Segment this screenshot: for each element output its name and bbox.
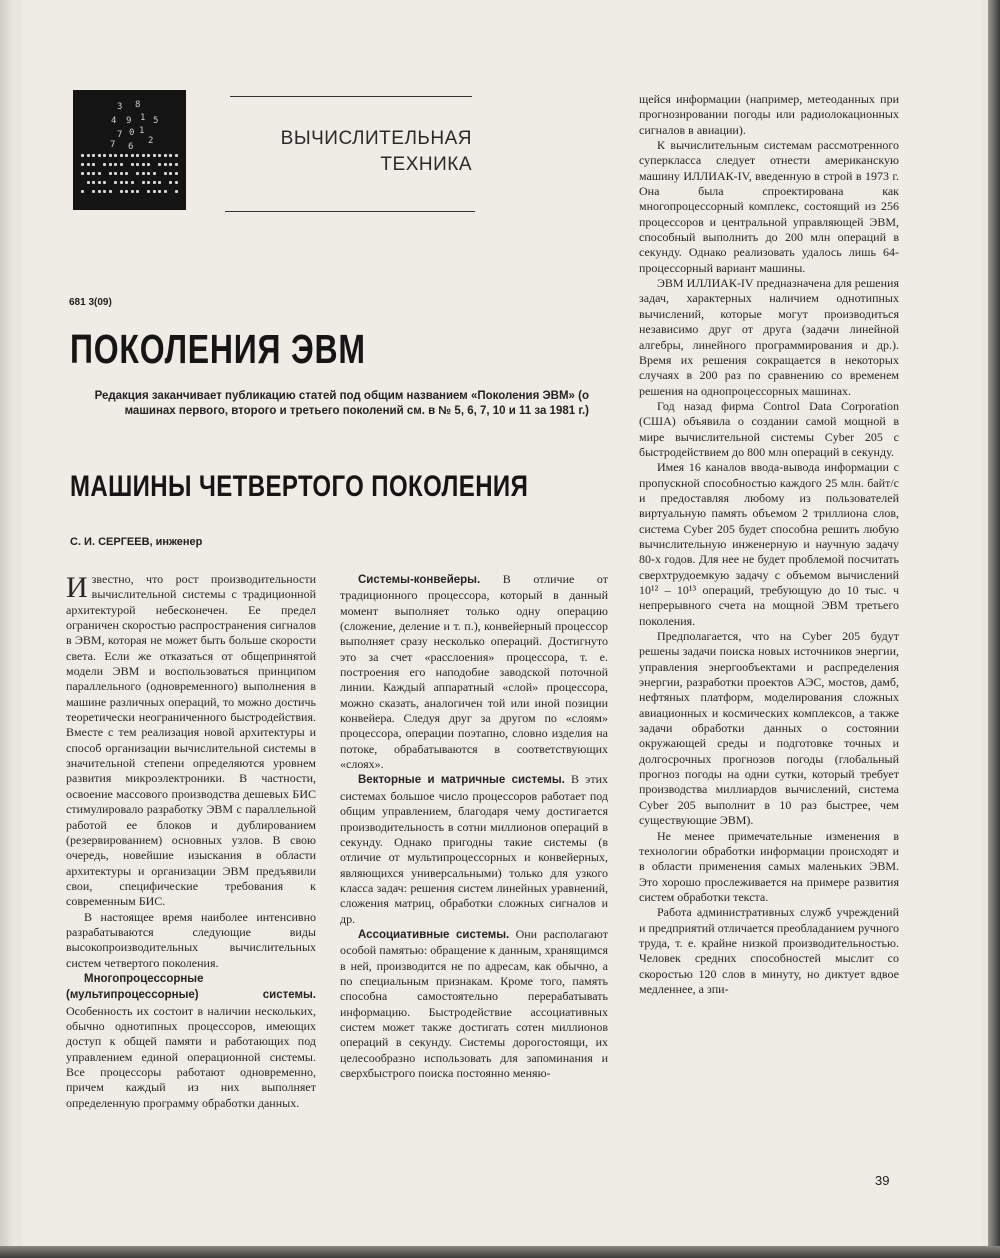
- text-column-3: [639, 92, 899, 997]
- logo-dot: [87, 181, 90, 184]
- section-title-line: ВЫЧИСЛИТЕЛЬНАЯ: [280, 128, 472, 149]
- logo-dot: [136, 154, 139, 157]
- logo-dot: [81, 163, 84, 166]
- paragraph: Имея 16 каналов ввода-вывода информации с пропускной способностью каждого 25 млн. байт/с и предоставляя любому из пользователей виртуальную память объемом 2 триллиона слов, система Cyber 205 будет способна решить любую вычислительную инженерную и научную задачу 80-х годов. Для нее не будет проблемой посчитать сверхтрудоемкую задачу с объемом вычислений 10¹² – 10¹³ операций, требующую до 10 тыс. ч непрерывного счета на мощной ЭВМ третьего поколения.: [639, 460, 899, 628]
- paragraph: Не менее примечательные изменения в технологии обработки информации происходят и в области применения самых маленьких ЭВМ. Это хорошо прослеживается на примере развития систем обработки текста.: [639, 828, 899, 904]
- logo-dot: [175, 181, 178, 184]
- udc-code: 681 3(09): [69, 297, 112, 308]
- logo-dot: [114, 154, 117, 157]
- logo-dot: [92, 163, 95, 166]
- logo-dot: [169, 181, 172, 184]
- subheading: Многопроцессорные (мультипроцессорные) системы.: [66, 972, 316, 1002]
- paragraph-text: Они располагают особой памятью: обращение к данным, хранящимся в ней, производится не по адресам, как обычно, а по специальным признакам. Кроме того, память способна самостоятельно перерабатывать информацию. Быстродействие ассоциативных систем может также достигать сотен миллионов операций в секунду. Системы дорогостоящи, их целесообразно использовать для запоминания и сверхбыстрого поиска постоянно меняю-: [340, 926, 608, 1080]
- logo-dot: [131, 190, 134, 193]
- logo-dot: [81, 190, 84, 193]
- logo-dot: [175, 154, 178, 157]
- page-left-shadow: [0, 0, 14, 1258]
- logo-dot: [92, 190, 95, 193]
- logo-dot: [175, 190, 178, 193]
- logo-dot: [103, 181, 106, 184]
- section-title: [262, 126, 472, 178]
- logo-dot: [120, 181, 123, 184]
- logo-dot: [142, 172, 145, 175]
- page-number: 39: [875, 1173, 890, 1188]
- logo-dot: [153, 190, 156, 193]
- logo-dot: [142, 154, 145, 157]
- header-rule-top: [230, 96, 472, 97]
- subheading: Векторные и матричные системы.: [358, 774, 565, 787]
- page-bottom-shadow: [0, 1246, 1000, 1258]
- logo-digit: 4: [111, 116, 117, 126]
- logo-dot-matrix: [81, 154, 181, 200]
- logo-dot: [114, 163, 117, 166]
- author-byline: С. И. СЕРГЕЕВ, инженер: [70, 536, 203, 548]
- logo-digit: 7: [110, 140, 116, 150]
- logo-dot: [81, 154, 84, 157]
- logo-dot: [147, 190, 150, 193]
- logo-dot: [147, 154, 150, 157]
- logo-dot: [114, 172, 117, 175]
- logo-dot: [120, 190, 123, 193]
- logo-dot: [169, 172, 172, 175]
- paragraph-text: В отличие от традиционного процессора, который в данный момент выполняет только одну операцию (сложение, деление и т. п.), конвейерный процессор выполняет сразу несколько операций. Достигнуто это за счет «расслоения» процессора, т. е. построения его наподобие заводской поточной линии. Каждый аппаратный «слой» процессора, можно сказать, аналогичен той или иной позиции конвейера. Следуя друг за другом по «слоям» процессора, операции поэтапно, словно изделия на потоке, обрабатываются в соответствующих «слоях».: [340, 572, 608, 772]
- logo-dot: [169, 154, 172, 157]
- logo-dot: [153, 172, 156, 175]
- logo-dot: [98, 154, 101, 157]
- logo-digit: 2: [148, 136, 154, 146]
- logo-dot: [158, 154, 161, 157]
- logo-dot: [158, 163, 161, 166]
- paragraph: Работа административных служб учреждений и предприятий отличается преобладанием ручного труда, т. е. крайне низкой производительностью. Человек средних способностей мыслит со скоростью 120 слов в минуту, но диктует вдвое медленнее, а зпи-: [639, 905, 899, 996]
- logo-dot: [98, 172, 101, 175]
- page-right-shadow: [988, 0, 1000, 1258]
- logo-dot: [109, 163, 112, 166]
- logo-dot: [120, 163, 123, 166]
- logo-dot: [120, 172, 123, 175]
- logo-dot: [164, 172, 167, 175]
- logo-dot: [153, 154, 156, 157]
- paragraph: Год назад фирма Control Data Corporation (США) объявила о создании самой мощной в мире вычислительной системы Cyber 205 с быстродействием до 800 млн операций в секунду.: [639, 398, 899, 459]
- logo-dot: [136, 172, 139, 175]
- logo-dot: [142, 163, 145, 166]
- logo-dot: [131, 163, 134, 166]
- logo-dot: [103, 154, 106, 157]
- drop-cap: И: [66, 571, 88, 604]
- logo-dot: [125, 172, 128, 175]
- logo-dot: [114, 181, 117, 184]
- paragraph-text: В этих системах большое число процессоров работает под общим управлением, благодаря чему достигается производительность в сотни миллионов операций в секунду. Однако пригодны такие системы (в отличие от мультипроцессорных и конвейерных, являющихся универсальными) только для узкого класса задач: решения систем линейных уравнений, сложения матриц, обработки сложных сигналов и др.: [340, 772, 608, 926]
- logo-dot: [147, 181, 150, 184]
- article-subtitle: МАШИНЫ ЧЕТВЕРТОГО ПОКОЛЕНИЯ: [70, 470, 529, 503]
- logo-dot: [147, 172, 150, 175]
- logo-dot: [103, 190, 106, 193]
- logo-dot: [109, 154, 112, 157]
- paragraph: [340, 927, 608, 1081]
- subheading: Ассоциативные системы.: [358, 928, 510, 941]
- subheading: Системы-конвейеры.: [358, 574, 481, 586]
- paragraph: К вычислительным системам рассмотренного суперкласса следует отнести американскую машину ИЛЛИАК-IV, введенную в строй в 1973 г. Она была спроектирована как многопроцессорный комплекс, состоящий из 256 процессоров и центральной управляющей ЭВМ, способный выполнить до 200 млн операций в секунду. Однако реализовать удалось лишь 64-процессорный вариант машины.: [639, 138, 899, 275]
- logo-dot: [98, 190, 101, 193]
- editorial-lead: Редакция заканчивает публикацию статей под общим названием «Поколения ЭВМ» (о машинах первого, второго и третьего поколений см. в № 5, 6, 7, 10 и 11 за 1981 г.): [94, 390, 589, 417]
- logo-digit: 9: [126, 116, 132, 126]
- article-title: ПОКОЛЕНИЯ ЭВМ: [70, 326, 366, 372]
- logo-dot: [87, 154, 90, 157]
- logo-dot: [109, 190, 112, 193]
- logo-dot: [131, 181, 134, 184]
- logo-dot: [164, 163, 167, 166]
- logo-dot: [87, 172, 90, 175]
- logo-dot: [131, 154, 134, 157]
- paragraph-text: Особенность их состоит в наличии нескольких, обычно однотипных процессоров, имеющих доступ к общей памяти и работающих под управлением единой операционной системы. Все процессоры работают одновременно, причем каждый из них выполняет определенную программу обработки данных.: [66, 1003, 316, 1110]
- paragraph: [340, 772, 608, 926]
- logo-digit: 0: [129, 128, 135, 138]
- logo-digit: 7: [117, 130, 123, 140]
- logo-dot: [92, 181, 95, 184]
- paragraph: [66, 572, 316, 910]
- logo-dot: [169, 163, 172, 166]
- logo-dot: [147, 163, 150, 166]
- logo-dot: [98, 181, 101, 184]
- logo-dot: [136, 163, 139, 166]
- logo-dot: [92, 172, 95, 175]
- logo-dot: [125, 154, 128, 157]
- logo-dot: [158, 181, 161, 184]
- logo-digit: 8: [135, 100, 141, 110]
- logo-digit: 6: [128, 142, 134, 152]
- logo-digit: 1: [140, 113, 146, 123]
- logo-dot: [136, 190, 139, 193]
- logo-dot: [175, 172, 178, 175]
- logo-dot: [87, 163, 90, 166]
- header-rule-bottom: [225, 211, 475, 212]
- paragraph: В настоящее время наиболее интенсивно разрабатываются следующие виды высокопроизводительных вычислительных систем четвертого поколения.: [66, 909, 316, 970]
- logo-digit: 1: [139, 126, 145, 136]
- logo-dot: [92, 154, 95, 157]
- logo-dot: [109, 172, 112, 175]
- logo-dot: [153, 181, 156, 184]
- paragraph: [340, 572, 608, 772]
- section-logo: [73, 90, 186, 210]
- logo-digit: 3: [117, 102, 123, 112]
- paragraph: Предполагается, что на Cyber 205 будут решены задачи поиска новых источников энергии, управления энергообъектами и распределения энергии, разработки проектов АЭС, мостов, дамб, нефтяных платформ, моделирования сложных авиационных и космических комплексов, а также задачи обработки данных о состоянии окружающей среды и подготовке точных и долгосрочных прогнозов погоды (глобальный прогноз погоды на одни сутки, который требует производства миллиардов вычислений, система Cyber 205 выполнит в 10 раз быстрее, чем существующие ЭВМ).: [639, 629, 899, 828]
- logo-dot: [164, 190, 167, 193]
- text-column-1: [66, 572, 316, 1111]
- logo-digit: 5: [153, 116, 159, 126]
- logo-dot: [125, 181, 128, 184]
- paragraph: [66, 971, 316, 1111]
- text-column-2: [340, 572, 608, 1081]
- paragraph: щейся информации (например, метеоданных при прогнозировании погоды или радиолокационных сигналов в авиации).: [639, 92, 899, 137]
- logo-dot: [175, 163, 178, 166]
- paragraph-text: звестно, что рост производительности вычислительной системы с традиционной архитектурой небесконечен. Ее предел ограничен скоростью распространения сигналов в ЭВМ, которая не может быть больше скорости света. Если же отказаться от общепринятой модели ЭВМ и воспользоваться принципом параллельного (одновременного) выполнения в машине различных операций, то можно достичь теоретически неограниченного быстродействия. Вместе с тем реализация новой архитектуры и способ организации вычислительной системы в значительной степени определяются уровнем развития микроэлектроники. В частности, освоение массового производства дешевых БИС стимулировало разработку ЭВМ с параллельной работой ее блоков и дублированием (резервированием) основных узлов. В свою очередь, новейшие изыскания в области архитектуры и организации ЭВМ предъявили свои, специфические требования к современным БИС.: [66, 572, 316, 909]
- paragraph: ЭВМ ИЛЛИАК-IV предназначена для решения задач, характерных наличием однотипных вычислений, которые могут производиться независимо друг от друга (задачи линейной алгебры, линейного программирования и др.). Время их решения сокращается в некоторых случаях в 200 раз по сравнению со временем решения на однопроцессорных машинах.: [639, 276, 899, 398]
- logo-dot: [103, 163, 106, 166]
- logo-dot: [120, 154, 123, 157]
- logo-dot: [164, 154, 167, 157]
- logo-dot: [125, 190, 128, 193]
- section-title-line: ТЕХНИКА: [380, 154, 472, 175]
- logo-dot: [142, 181, 145, 184]
- logo-dot: [81, 172, 84, 175]
- logo-dot: [158, 190, 161, 193]
